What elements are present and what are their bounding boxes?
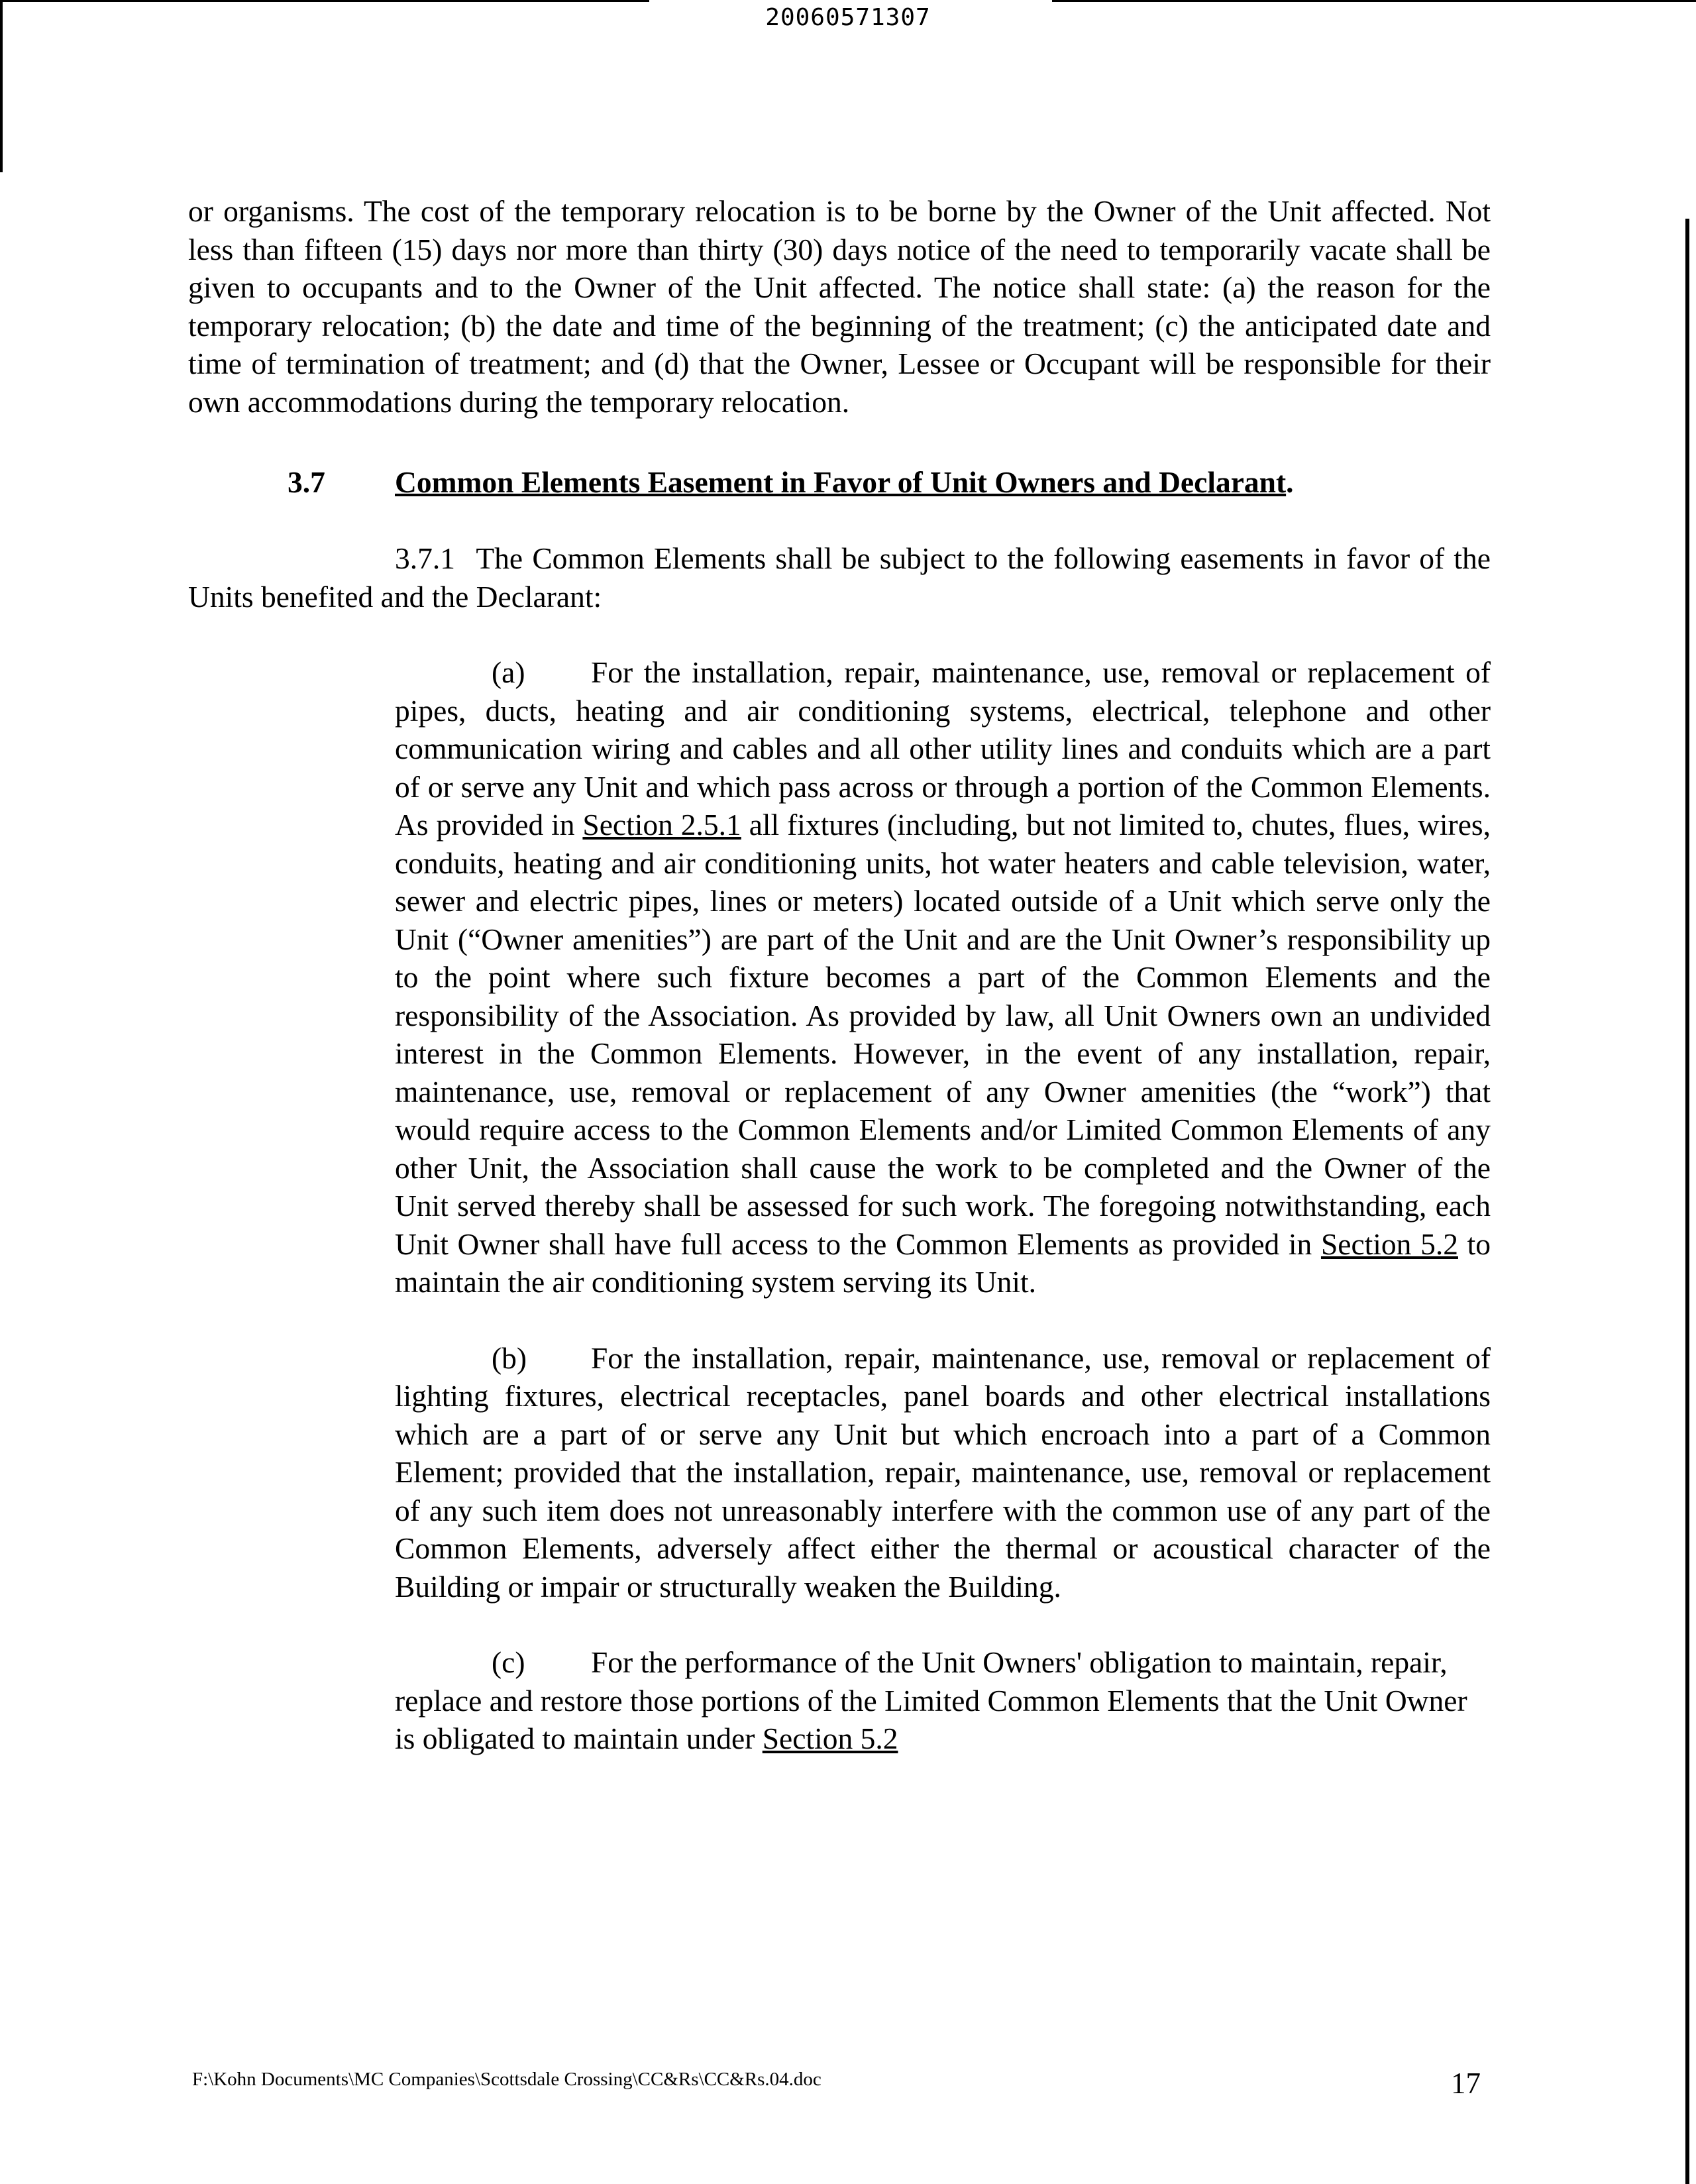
footer-file-path: F:\Kohn Documents\MC Companies\Scottsdale Crossing\CC&Rs\CC&Rs.04.doc [192, 2069, 822, 2090]
recording-number-stamp: 20060571307 [765, 4, 931, 31]
item-text: to maintain the air conditioning system serving its Unit. [395, 1227, 1491, 1299]
section-number: 3.7 [288, 465, 325, 499]
section-title-period: . [1286, 465, 1294, 499]
intro-paragraph: or organisms. The cost of the temporary relocation is to be borne by the Owner of the Unit affected. Not less than fifteen (15) days nor more than thirty (30) days notice of the need to temporarily vacate shall be given to occupants and to the Owner of the Unit affected. The notice shall state: (a) the reason for the temporary relocation; (b) the date and time of the beginning of the treatment; (c) the anticipated date and time of termination of treatment; and (d) that the Owner, Lessee or Occupant will be responsible for their own accommodations during the temporary relocation. [188, 194, 1491, 419]
easement-item-c [395, 1643, 1491, 1758]
item-text: For the installation, repair, maintenance, use, removal or replacement of lighting fixtures, electrical receptacles, panel boards and other electrical installations which are a part of or serve any Unit but which encroach into a part of a Common Element; provided that the installation, repair, maintenance, use, removal or replacement of any such item does not unreasonably interfere with the common use of any part of the Common Elements, adversely affect either the thermal or acoustical character of the Building or impair or structurally weaken the Building. [395, 1340, 1491, 1604]
section-title: Common Elements Easement in Favor of Unit Owners and Declarant [395, 465, 1287, 499]
item-text: all fixtures (including, but not limited to, chutes, flues, wires, conduits, heating and air conditioning units, hot water heaters and cable television, water, sewer and electric pipes, lines or meters) located outside of a Unit which serve only the Unit (“Owner amenities”) are part of the Unit and are the Unit Owner’s responsibility up to the point where such fixture becomes a part of the Common Elements and the responsibility of the Association. As provided by law, all Unit Owners own an undivided interest in the Common Elements. However, in the event of any installation, repair, maintenance, use, removal or replacement of any Owner amenities (the “work”) that would require access to the Common Elements and/or Limited Common Elements of any other Unit, the Association shall cause the work to be completed and the Owner of the Unit served thereby shall be assessed for such work. The foregoing notwithstanding, each Unit Owner shall have full access to the Common Elements as provided in [395, 808, 1491, 1261]
cross-reference-link[interactable]: Section 5.2 [762, 1721, 898, 1755]
document-page [188, 192, 1491, 1758]
easement-item-a [395, 653, 1491, 1301]
subsection-paragraph [188, 539, 1491, 616]
section-title-wrap [395, 463, 1294, 502]
item-label: (b) [492, 1340, 527, 1375]
subsection-number: 3.7.1 [395, 541, 455, 575]
scan-border-top-right [1052, 0, 1696, 2]
item-text: For the installation, repair, maintenance, use, removal or replacement of pipes, ducts, heating and air conditioning systems, electrical, telephone and other communication wiring and cables and all other utility lines and conduits which are a part of or serve any Unit and which pass across or through a portion of the Common Elements. As provided in [395, 655, 1491, 842]
section-heading [188, 463, 1491, 502]
scan-border-top-left [0, 0, 649, 2]
item-label: (a) [492, 655, 525, 689]
page-number: 17 [1451, 2067, 1481, 2100]
item-label: (c) [492, 1645, 525, 1679]
cross-reference-link[interactable]: Section 5.2 [1320, 1227, 1458, 1261]
subsection-text: The Common Elements shall be subject to the following easements in favor of the Units benefited and the Declarant: [188, 541, 1491, 614]
cross-reference-link[interactable]: Section 2.5.1 [582, 808, 741, 842]
scan-border-right [1685, 219, 1689, 2184]
item-text: For the performance of the Unit Owners' obligation to maintain, repair, replace and restore those portions of the Limited Common Elements that the Unit Owner is obligated to maintain under [395, 1645, 1467, 1755]
easement-item-b [395, 1339, 1491, 1606]
